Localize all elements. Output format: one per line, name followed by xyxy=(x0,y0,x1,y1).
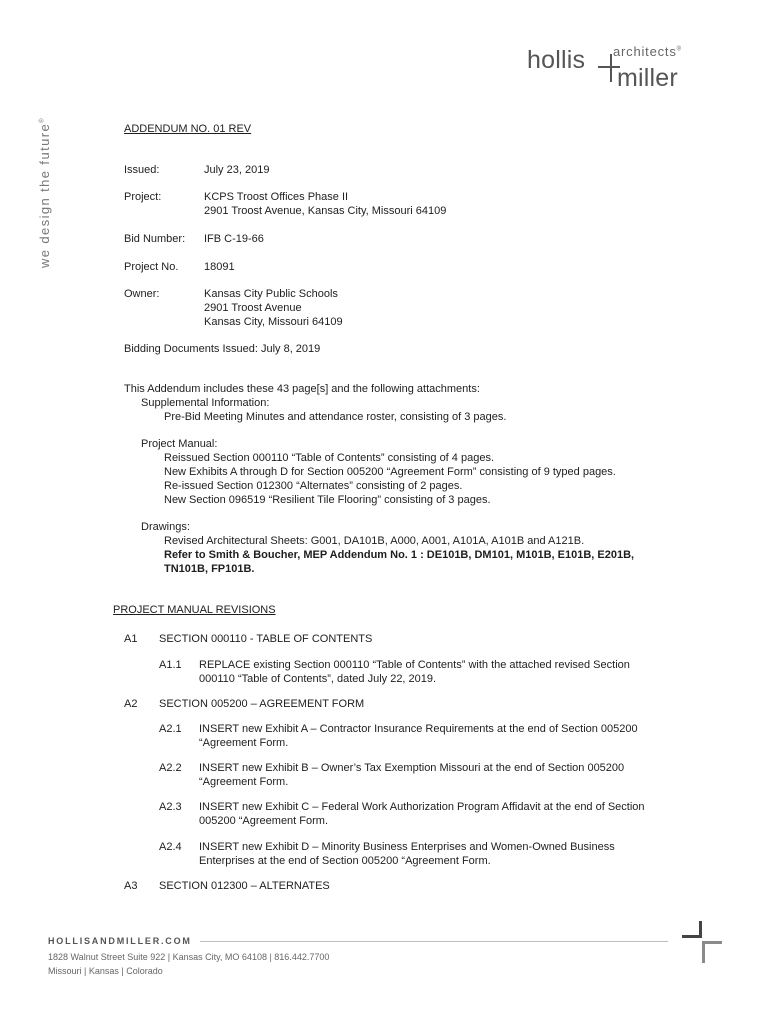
owner-name: Kansas City Public Schools xyxy=(204,288,338,300)
issued-value: July 23, 2019 xyxy=(204,164,270,176)
issued-label: Issued: xyxy=(124,164,160,176)
item-number: A2.1 xyxy=(159,723,182,735)
bidding-documents-issued: Bidding Documents Issued: July 8, 2019 xyxy=(124,343,321,355)
item-text: INSERT new Exhibit B – Owner’s Tax Exemption Missouri at the end of Section 005200 xyxy=(199,762,625,774)
footer-website: HOLLISANDMILLER.COM xyxy=(48,936,200,946)
supplemental-heading: Supplemental Information: xyxy=(141,397,270,409)
item-text-cont: Enterprises at the end of Section 005200 “Agreement Form. xyxy=(199,855,491,867)
section-title: SECTION 012300 – ALTERNATES xyxy=(159,880,330,892)
item-number: A2.4 xyxy=(159,841,182,853)
footer-address: 1828 Walnut Street Suite 922 | Kansas City, MO 64108 | 816.442.7700 xyxy=(48,952,330,962)
section-title: SECTION 005200 – AGREEMENT FORM xyxy=(159,698,365,710)
logo-name-hollis: hollis xyxy=(527,46,586,74)
owner-address-line2: Kansas City, Missouri 64109 xyxy=(204,316,343,328)
section-title: SECTION 000110 - TABLE OF CONTENTS xyxy=(159,633,373,645)
bid-number-label: Bid Number: xyxy=(124,233,186,245)
item-number: A2.3 xyxy=(159,801,182,813)
revisions-heading: PROJECT MANUAL REVISIONS xyxy=(113,604,276,616)
item-text-cont: “Agreement Form. xyxy=(199,737,289,749)
bid-number-value: IFB C-19-66 xyxy=(204,233,264,245)
manual-item: Re-issued Section 012300 “Alternates” consisting of 2 pages. xyxy=(164,480,463,492)
item-text: INSERT new Exhibit A – Contractor Insurance Requirements at the end of Section 005200 xyxy=(199,723,638,735)
project-name: KCPS Troost Offices Phase II xyxy=(204,191,349,203)
drawings-heading: Drawings: xyxy=(141,521,190,533)
project-address: 2901 Troost Avenue, Kansas City, Missouri 64109 xyxy=(204,205,447,217)
company-logo xyxy=(527,44,697,92)
supplemental-item: Pre-Bid Meeting Minutes and attendance roster, consisting of 3 pages. xyxy=(164,411,507,423)
item-text-cont: 005200 “Agreement Form. xyxy=(199,815,329,827)
attachments-intro: This Addendum includes these 43 page[s] and the following attachments: xyxy=(124,383,480,395)
manual-item: New Exhibits A through D for Section 005200 “Agreement Form” consisting of 9 typed pages. xyxy=(164,466,616,478)
section-number: A3 xyxy=(124,880,138,892)
item-number: A2.2 xyxy=(159,762,182,774)
project-label: Project: xyxy=(124,191,162,203)
item-text: INSERT new Exhibit C – Federal Work Authorization Program Affidavit at the end of Section xyxy=(199,801,645,813)
item-text-cont: 000110 “Table of Contents”, dated July 22, 2019. xyxy=(199,673,437,685)
project-no-value: 18091 xyxy=(204,261,235,273)
item-number: A1.1 xyxy=(159,659,182,671)
logo-descriptor: architects® xyxy=(613,44,682,59)
owner-label: Owner: xyxy=(124,288,160,300)
item-text-cont: “Agreement Form. xyxy=(199,776,289,788)
item-text: REPLACE existing Section 000110 “Table of Contents” with the attached revised Section xyxy=(199,659,630,671)
manual-heading: Project Manual: xyxy=(141,438,218,450)
manual-item: Reissued Section 000110 “Table of Contents” consisting of 4 pages. xyxy=(164,452,494,464)
section-number: A2 xyxy=(124,698,138,710)
drawings-mep-reference: Refer to Smith & Boucher, MEP Addendum No. 1 : DE101B, DM101, M101B, E101B, E201B, xyxy=(164,549,635,561)
document-title: ADDENDUM NO. 01 REV xyxy=(124,123,252,135)
manual-item: New Section 096519 “Resilient Tile Flooring” consisting of 3 pages. xyxy=(164,494,491,506)
footer-locations: Missouri | Kansas | Colorado xyxy=(48,966,163,976)
drawings-revised-sheets: Revised Architectural Sheets: G001, DA101B, A000, A001, A101A, A101B and A121B. xyxy=(164,535,585,547)
drawings-mep-reference-cont: TN101B, FP101B. xyxy=(164,563,255,575)
footer-cross-icon xyxy=(682,921,722,963)
project-no-label: Project No. xyxy=(124,261,179,273)
owner-address-line1: 2901 Troost Avenue xyxy=(204,302,302,314)
logo-name-miller: miller xyxy=(617,64,678,92)
item-text: INSERT new Exhibit D – Minority Business Enterprises and Women-Owned Business xyxy=(199,841,615,853)
brand-tagline: we design the future® xyxy=(37,117,52,268)
section-number: A1 xyxy=(124,633,138,645)
